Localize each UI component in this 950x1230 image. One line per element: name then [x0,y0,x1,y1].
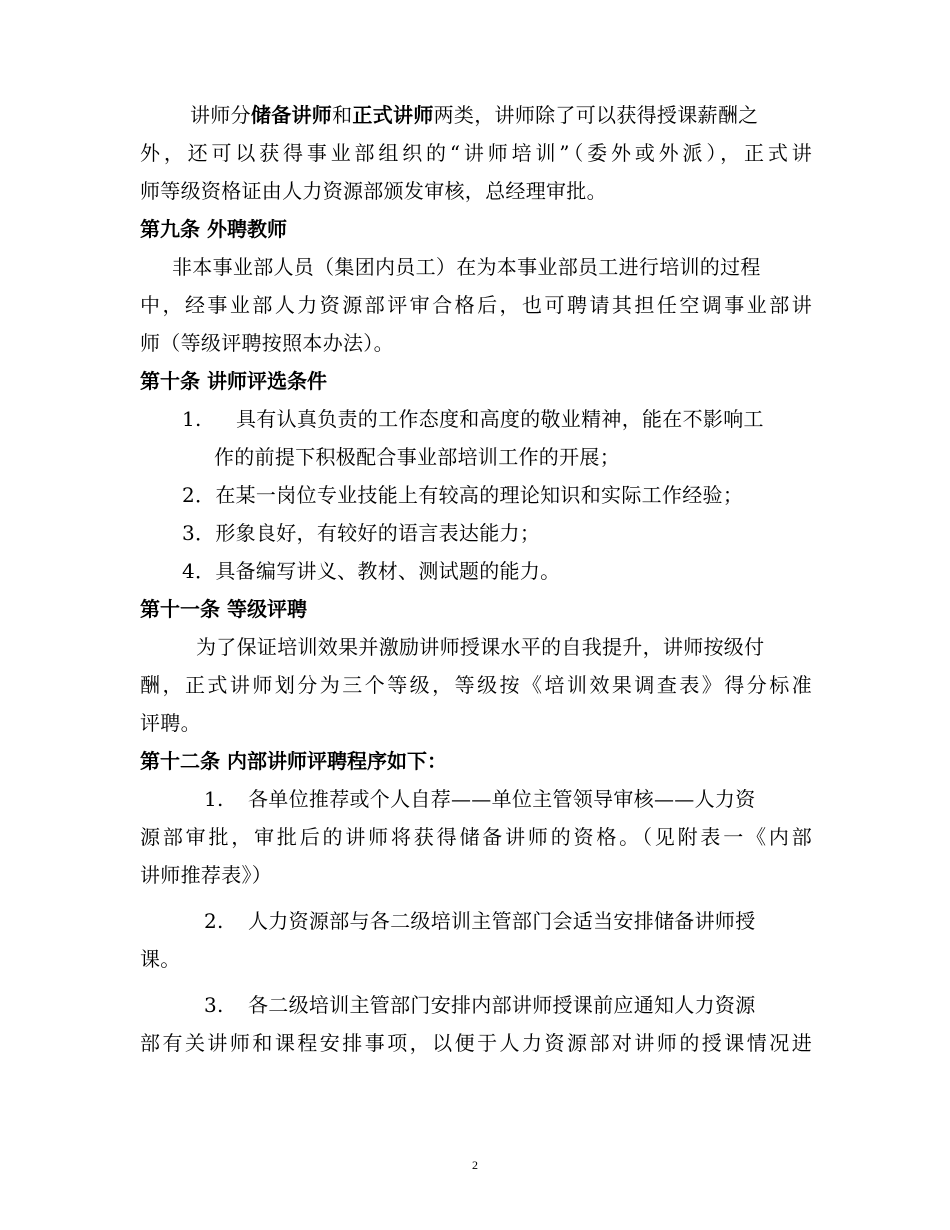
step-number: 3. [204,993,224,1017]
article-12-step-3-line-1 [140,986,812,1024]
intro-text: 讲师分 [190,103,251,127]
article-11-heading: 第十一条 等级评聘 [140,597,307,621]
document-page [140,96,812,1062]
intro-line-3: 师等级资格证由人力资源部颁发审核，总经理审批。 [140,179,607,203]
article-12-heading: 第十二条 内部讲师评聘程序如下： [140,749,447,773]
article-9-line-1: 非本事业部人员（集团内员工）在为本事业部员工进行培训的过程 [172,255,761,279]
intro-bold-reserve-lecturer: 储备讲师 [250,103,333,127]
step-text: 人力资源部与各二级培训主管部门会适当安排储备讲师授 [248,909,756,933]
article-12-step-1-line-1 [140,780,812,818]
step-text: 各二级培训主管部门安排内部讲师授课前应通知人力资源 [248,993,756,1017]
article-10-heading: 第十条 讲师评选条件 [140,369,327,393]
step-number: 2. [204,909,224,933]
intro-text: 两类，讲师除了可以获得授课薪酬之 [433,103,759,127]
article-9-line-2: 中，经事业部人力资源部评审合格后，也可聘请其担任空调事业部讲 [140,293,812,317]
article-11-line-3: 评聘。 [140,711,201,735]
page-number: 2 [472,1158,478,1172]
intro-line-1 [140,96,812,134]
article-9-heading: 第九条 外聘教师 [140,217,287,241]
article-12-step-2-line-2: 课。 [140,947,181,971]
article-10-item-1-line-1 [140,400,812,438]
article-10-item-3: 3．形象良好，有较好的语言表达能力； [182,521,541,545]
article-12-step-3-line-2: 部有关讲师和课程安排事项，以便于人力资源部对讲师的授课情况进 [140,1031,812,1055]
article-10-item-1-line-2: 作的前提下积极配合事业部培训工作的开展； [214,445,620,469]
article-11-line-2: 酬，正式讲师划分为三个等级，等级按《培训效果调查表》得分标准 [140,673,812,697]
article-12-step-1-line-2: 源部审批，审批后的讲师将获得储备讲师的资格。（见附表一《内部 [140,825,812,849]
step-number: 1. [204,787,224,811]
article-12-step-1-line-3: 讲师推荐表》） [140,863,273,887]
article-10-item-4: 4．具备编写讲义、教材、测试题的能力。 [182,559,561,583]
article-12-step-2-line-1 [140,902,812,940]
article-9-line-3: 师（等级评聘按照本办法）。 [140,331,394,355]
article-11-line-1: 为了保证培训效果并激励讲师授课水平的自我提升，讲师按级付 [196,635,765,659]
intro-text: 和 [332,103,353,127]
item-text: 具有认真负责的工作态度和高度的敬业精神，能在不影响工 [236,407,764,431]
step-text: 各单位推荐或个人自荐——单位主管领导审核——人力资 [248,787,756,811]
intro-line-2: 外，还可以获得事业部组织的“讲师培训”（委外或外派），正式讲 [140,141,812,165]
item-number: 1. [182,407,202,431]
intro-bold-formal-lecturer: 正式讲师 [352,103,434,127]
article-10-item-2: 2．在某一岗位专业技能上有较高的理论知识和实际工作经验； [182,483,744,507]
